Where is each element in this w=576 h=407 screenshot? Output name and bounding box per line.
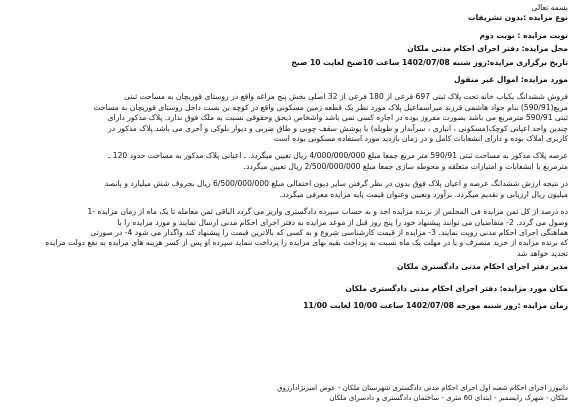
total-value-paragraph [8,179,568,200]
condition-line: ده درصد از کل ثمن مزایده فی المجلس از برنده مزایده اخذ و به حساب سپرده دادگستری واریز می گردد الباقی ثمن معامله تا یک ماه از زمان مزایده -1 [87,207,568,217]
condition-line: تجدید خواهد شد [517,248,568,258]
footer [8,384,568,403]
condition-line: که برنده مزایده از خرید منصرف و یا در مهلت یک ماه نسبت به پرداخت بقیه بهای مزایده را پرداخت ننماید سپرده او پس از کسر هزینه های مزایده به نفع دولت مزایده [45,238,568,248]
viewing-place: مکان مورد مزایده: دفتر اجرای احکام مدنی دادگستری ملکان [345,283,568,293]
description-line: چندین واحد اعیانی کوچک(مسکونی ، انباری ، سرآبدار و طویله) با پوشش سقف چوبی و طاق ضربی و دیوار بلوکی و آجری می باشد.پلاک مذکور در [108,123,568,133]
auction-subject: مورد مزایده: اموال غیر منقول [454,75,568,85]
total-line: میلیون ریال ارزیابی و تقدیم میگردد. برآورد وتعیین وعنوان قیمت پایه مزایده معرفی میگردد. [279,189,568,199]
viewing-time: زمان مزایده :روز شنبه مورخه 1402/07/08 ساعت 10/00 لغایت 11/00 [303,300,568,310]
footer-line-1: دانیوزز اجرای احکام شعبه اول اجرای احکام مدنی دادگستری شهرستان ملکان - عوض امیرنژادآرزوق [277,384,568,393]
total-line: در نتیجه ارزش ششدانگ عرصه و اعیان پلاک فوق بدون در نظر گرفتن سایر دیون احتمالی مبلغ 6/500/000/000 ریال بحروف شش میلیارد و پانصد [104,179,568,189]
footer-line-2: ملکان - شهرک رایسمبر - ابتدای 60 متری - ساختمان دادگستری و دادسرای ملکان [329,393,568,402]
issuer-signature: مدیر دفتر اجرای احکام مدنی دادگستری ملکان [397,262,568,272]
description-line: ثبتی 590/91 مترمربع می باشد بصورت مفروز بوده در اجاره کسی نمی باشد واشخاص ذیحق وحقوقی نسبت به ملک فوق ندارد. پلاک مذکور دارای [107,113,568,123]
auction-round: نوبت مزایده : نوبت دوم [479,30,568,40]
valuation-line: عرصه پلاک مذکور به مساحت ثبتی 590/91 متر مربع جمعا مبلغ 4/000/000/000 ریال تعیین میگردد. ـ اعیانی پلاک مذکور به مساحت حدود 120 ـ [108,151,568,161]
auction-conditions [8,207,568,259]
property-description [8,92,568,144]
auction-venue: محل مزایده: دفتر اجرای احکام مدنی ملکان [407,44,568,54]
description-line: کاربری املاک بوده و دارای انشعابات کامل و در زمان بازدید مورد استفاده مسکونی بوده است [273,134,568,144]
auction-datetime: تاریخ برگزاری مزایده:روز شنبه 1402/07/08 ساعت 10صبح لغایت 10 صبح [291,57,568,67]
description-line: مربع(590/91) بنام جواد هاشمی فرزند میراسماعیل پلاک مورد نظر یک قطعه زمین مسکونی واقع در کوچه بن بست داخل روستای قوریچان به مساحت [93,102,568,112]
auction-type: نوع مزایده :بدون تشریفات [467,13,568,23]
invocation-text: بسمه تعالی [531,3,568,12]
valuation-line: مترمربع با انشعابات و امتیازات متعلقه و محوطه سازی جمعا مبلغ 2/500/000/000 ریال تعیین میگردد. [243,161,568,171]
condition-line: وصول می گردد. 2- متقاضیان می توانند پیشنهاد خود را پنج روز قبل از موعد مزایده به دفتر اجرای احکام مدنی ارسال نمایند و مورد مزایده را با [117,217,568,227]
valuation-paragraph [8,151,568,172]
condition-line: هماهنگی اجرای احکام مدنی رویت نمایند. 3- مزایده از قیمت کارشناسی شروع و به کسی که بالاترین قیمت را پیشنهاد کند واگذار می شود 4- در صورتی [90,227,568,237]
description-line: فروش ششدانگ یکباب خانه تحت پلاک ثبتی 697 فرعی از 180 فرعی از 32 اصلی بخش پنج مراغه واقع در روستای قوریچان به مساحت ثبتی [124,92,568,102]
